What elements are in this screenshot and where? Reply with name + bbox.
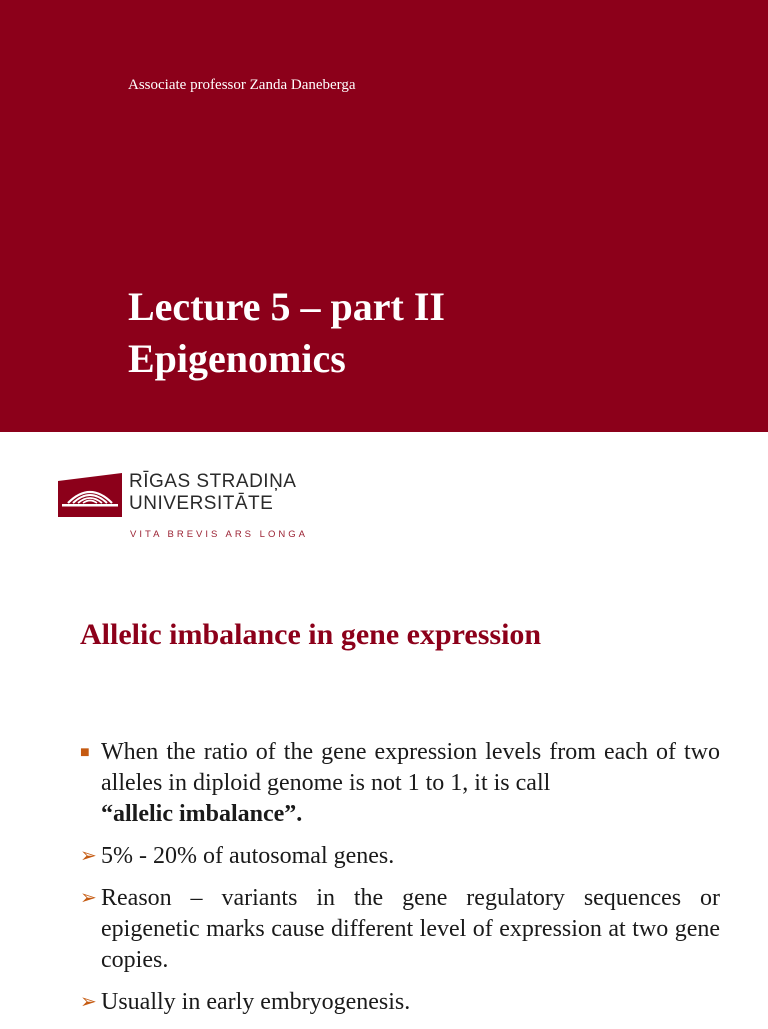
author-name: Associate professor Zanda Daneberga bbox=[128, 77, 356, 93]
bullet-text: 5% - 20% of autosomal genes. bbox=[101, 843, 395, 869]
arrow-bullet-icon: ➢ bbox=[80, 991, 97, 1013]
bullet-item bbox=[80, 841, 720, 872]
arrow-bullet-icon: ➢ bbox=[80, 845, 97, 867]
bullet-text: Usually in early embryogenesis. bbox=[101, 989, 411, 1015]
bullet-item bbox=[80, 737, 720, 830]
title-line-1: Lecture 5 – part II bbox=[128, 284, 445, 329]
square-bullet-icon: ■ bbox=[80, 744, 90, 761]
bullet-item bbox=[80, 987, 720, 1018]
university-name-line-1: RĪGAS STRADIŅA bbox=[129, 471, 297, 492]
university-name-line-2: UNIVERSITĀTE bbox=[129, 493, 274, 514]
title-line-2: Epigenomics bbox=[128, 336, 346, 381]
slide-heading: Allelic imbalance in gene expression bbox=[80, 618, 542, 651]
university-motto: VITA BREVIS ARS LONGA bbox=[130, 529, 308, 540]
bullet-text-plain: When the ratio of the gene expression levels from each of two alleles in diploid genome is not 1 to 1, it is call bbox=[101, 739, 720, 796]
university-logo-icon bbox=[58, 473, 122, 517]
content-slide bbox=[0, 432, 768, 1024]
bullet-item bbox=[80, 883, 720, 976]
bullet-text-bold: “allelic imbalance”. bbox=[101, 801, 303, 827]
bullet-text: Reason – variants in the gene regulatory sequences or epigenetic marks cause different level of expression at two gene copies. bbox=[101, 885, 720, 973]
bullet-text bbox=[101, 737, 720, 830]
slide-title bbox=[128, 281, 445, 385]
arrow-bullet-icon: ➢ bbox=[80, 887, 97, 909]
university-name bbox=[129, 471, 296, 515]
title-slide bbox=[0, 0, 768, 432]
bullet-list bbox=[80, 737, 720, 1029]
